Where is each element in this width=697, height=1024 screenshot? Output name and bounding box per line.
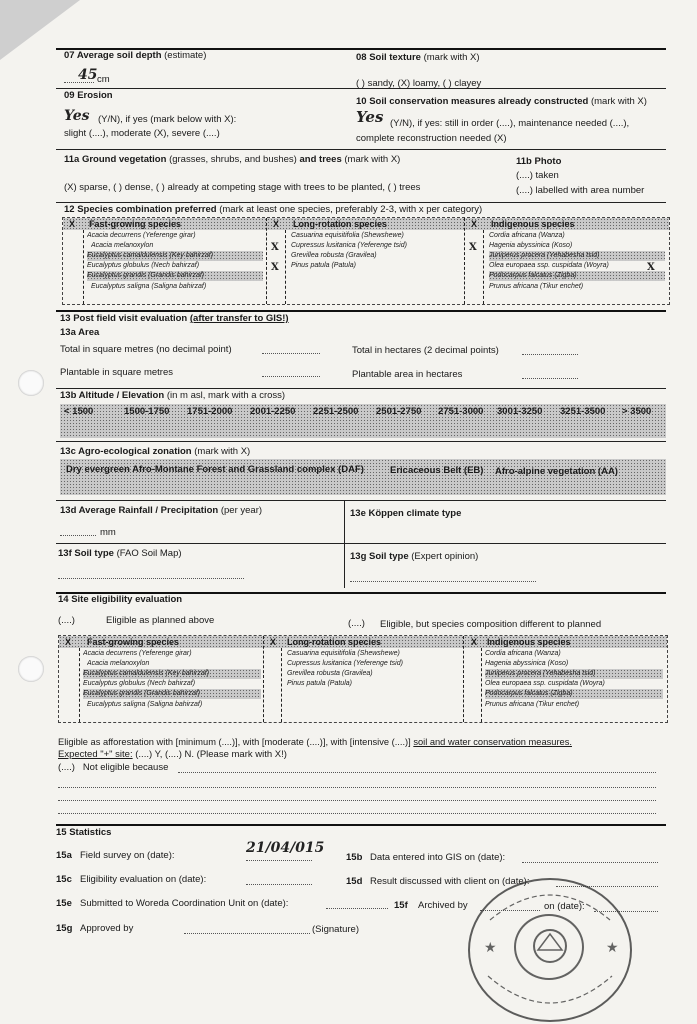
col-indig: Indigenous species bbox=[487, 637, 571, 647]
col-long: Long-rotation species bbox=[287, 637, 382, 647]
species-row[interactable]: Prunus africana (Tikur enchet) bbox=[489, 283, 584, 290]
s10-answer[interactable]: Yes bbox=[356, 108, 384, 126]
rule bbox=[56, 310, 666, 312]
s13a-total-sqm-field[interactable] bbox=[262, 353, 320, 354]
s15a-field[interactable] bbox=[246, 860, 312, 861]
species-row[interactable]: Podocarpus falcatus (Zigba) bbox=[489, 271, 665, 281]
s15g-field[interactable] bbox=[184, 933, 310, 934]
zonation-option[interactable]: Ericaceous Belt (EB) bbox=[390, 465, 484, 476]
divider bbox=[464, 218, 465, 304]
s08-options[interactable]: ( ) sandy, (X) loamy, ( ) clayey bbox=[356, 78, 482, 89]
s13c-heading: 13c Agro-ecological zonation (mark with X) bbox=[60, 446, 251, 457]
col-long: Long-rotation species bbox=[293, 219, 388, 229]
altitude-option[interactable]: > 3500 bbox=[622, 406, 652, 417]
species-row[interactable]: Eucalyptus saligna (Saligna bahirzaf) bbox=[87, 701, 203, 708]
divider bbox=[481, 648, 482, 722]
s15a-label: Field survey on (date): bbox=[80, 850, 175, 861]
s15a-num: 15a bbox=[56, 850, 72, 861]
species-mark[interactable]: X bbox=[271, 262, 279, 273]
s13d-heading: 13d Average Rainfall / Precipitation (per year) bbox=[60, 505, 263, 516]
s09-answer[interactable]: Yes bbox=[64, 108, 90, 124]
altitude-option[interactable]: 3251-3500 bbox=[560, 406, 606, 417]
s11a-options[interactable]: (X) sparse, ( ) dense, ( ) already at competing stage with trees to be planted, ( ) trees bbox=[64, 182, 421, 193]
s15d-num: 15d bbox=[346, 876, 363, 887]
species-row[interactable]: Acacia decurrens (Yeferenge girar) bbox=[87, 232, 196, 239]
s07-unit: cm bbox=[97, 74, 110, 85]
punch-hole-bottom bbox=[18, 656, 44, 682]
species-row[interactable]: Casuarina equisitifolia (Shewshewe) bbox=[291, 232, 404, 239]
s13f-heading: 13f Soil type (FAO Soil Map) bbox=[58, 548, 182, 559]
s14-reason-line[interactable] bbox=[178, 772, 656, 773]
s07-heading: 07 Average soil depth (estimate) bbox=[64, 50, 207, 61]
s08-heading: 08 Soil texture (mark with X) bbox=[356, 52, 480, 63]
s15f-num: 15f bbox=[394, 900, 408, 911]
rule bbox=[56, 149, 666, 150]
species-row[interactable]: Cupressus lusitanica (Yeferenge tsid) bbox=[291, 242, 407, 249]
species-row[interactable]: Acacia melanoxylon bbox=[87, 660, 150, 667]
divider bbox=[344, 500, 345, 588]
altitude-option[interactable]: 2001-2250 bbox=[250, 406, 296, 417]
s11a-heading: 11a Ground vegetation (grasses, shrubs, and bushes) and trees (mark with X) bbox=[64, 154, 401, 165]
zonation-option[interactable]: Afro-alpine vegetation (AA) bbox=[495, 466, 618, 477]
s09-line2[interactable]: slight (....), moderate (X), severe (....) bbox=[64, 128, 220, 139]
species-mark[interactable]: X bbox=[647, 262, 655, 273]
s15b-field[interactable] bbox=[522, 862, 658, 863]
s14-reason-line[interactable] bbox=[58, 800, 656, 801]
s13d-unit: mm bbox=[100, 527, 116, 538]
s13a-heading: 13a Area bbox=[60, 327, 100, 338]
s14-reason-line[interactable] bbox=[58, 787, 656, 788]
s13-heading: 13 Post field visit evaluation (after transfer to GIS!) bbox=[60, 313, 289, 324]
divider bbox=[83, 230, 84, 304]
zonation-option[interactable]: Dry evergreen Afro-Montane Forest and Grassland complex (DAF) bbox=[66, 464, 364, 475]
s15g-signature: (Signature) bbox=[312, 924, 359, 935]
species-row[interactable]: Pinus patula (Patula) bbox=[291, 262, 356, 269]
species-row[interactable]: Eucalyptus camaldulensis (Key bahirzaf) bbox=[87, 251, 263, 261]
species-row[interactable]: Juniperus procera (Yehabesha tsid) bbox=[489, 251, 665, 261]
species-row[interactable]: Eucalyptus grandis (Grandis bahirzaf) bbox=[83, 689, 261, 699]
species-row[interactable]: Grevillea robusta (Gravilea) bbox=[287, 670, 373, 677]
s13a-total-sqm: Total in square metres (no decimal point) bbox=[60, 344, 232, 355]
s09-line1: (Y/N), if yes (mark below with X): bbox=[98, 114, 237, 125]
species-row[interactable]: Hagenia abyssinica (Koso) bbox=[489, 242, 573, 249]
s14-species-table bbox=[58, 635, 668, 723]
species-row[interactable]: Cordia africana (Wanza) bbox=[489, 232, 565, 239]
s15c-num: 15c bbox=[56, 874, 72, 885]
s15e-label: Submitted to Woreda Coordination Unit on (date): bbox=[80, 898, 289, 909]
altitude-option[interactable]: 2501-2750 bbox=[376, 406, 422, 417]
s13f-field[interactable] bbox=[58, 578, 244, 579]
species-row[interactable]: Prunus africana (Tikur enchet) bbox=[485, 701, 580, 708]
col-indig: Indigenous species bbox=[491, 219, 575, 229]
s15f-date-label: on (date): bbox=[544, 901, 585, 912]
divider bbox=[483, 230, 484, 304]
s13d-field[interactable] bbox=[60, 535, 96, 536]
s14-afforestation[interactable]: Eligible as afforestation with [minimum (....)], with [moderate (....)], with [intensive (....)] soil and water conservation measures. bbox=[58, 737, 572, 747]
species-row[interactable]: Grevillea robusta (Gravilea) bbox=[291, 252, 377, 259]
species-mark[interactable]: X bbox=[271, 242, 279, 253]
species-row[interactable]: Eucalyptus grandis (Grandis bahirzaf) bbox=[87, 271, 263, 281]
s15g-label: Approved by bbox=[80, 923, 134, 934]
col-x: X bbox=[273, 219, 280, 229]
species-row[interactable]: Cordia africana (Wanza) bbox=[485, 650, 561, 657]
col-x: X bbox=[65, 637, 72, 647]
divider bbox=[285, 230, 286, 304]
s14-opt1: Eligible as planned above bbox=[106, 615, 215, 626]
stamp-emblem-icon bbox=[470, 880, 630, 1020]
species-row[interactable]: Casuarina equisitifolia (Shewshewe) bbox=[287, 650, 400, 657]
s15c-label: Eligibility evaluation on (date): bbox=[80, 874, 207, 885]
s13g-field[interactable] bbox=[350, 581, 536, 582]
s15e-num: 15e bbox=[56, 898, 72, 909]
rule bbox=[56, 824, 666, 826]
divider bbox=[79, 648, 80, 722]
s13b-heading: 13b Altitude / Elevation (in m asl, mark with a cross) bbox=[60, 390, 286, 401]
s11b-opt1[interactable]: (....) taken bbox=[516, 170, 559, 181]
species-row[interactable]: Cupressus lusitanica (Yeferenge tsid) bbox=[287, 660, 403, 667]
altitude-option[interactable]: < 1500 bbox=[64, 406, 94, 417]
s12-species-table bbox=[62, 217, 670, 305]
s15d-label: Result discussed with client on (date): bbox=[370, 876, 530, 887]
col-x: X bbox=[471, 637, 478, 647]
species-row[interactable]: Eucalyptus saligna (Saligna bahirzaf) bbox=[91, 283, 207, 290]
s14-reason-line[interactable] bbox=[58, 813, 656, 814]
office-stamp bbox=[468, 878, 632, 1022]
punch-hole-top bbox=[18, 370, 44, 396]
species-row[interactable]: Acacia decurrens (Yeferenge girar) bbox=[83, 650, 192, 657]
s14-opt2: Eligible, but species composition different to planned bbox=[380, 619, 602, 630]
svg-text:★: ★ bbox=[484, 939, 497, 955]
s12-heading: 12 Species combination preferred (mark at least one species, preferably 2-3, with x per category) bbox=[64, 204, 483, 215]
s13a-plant-sqm-field[interactable] bbox=[262, 376, 320, 377]
altitude-option[interactable]: 1500-1750 bbox=[124, 406, 170, 417]
species-mark[interactable]: X bbox=[469, 242, 477, 253]
species-row[interactable]: Hagenia abyssinica (Koso) bbox=[485, 660, 569, 667]
s14-opt1-mark[interactable]: (....) bbox=[58, 615, 75, 626]
s15e-field[interactable] bbox=[326, 908, 388, 909]
col-x: X bbox=[270, 637, 277, 647]
divider bbox=[281, 648, 282, 722]
s09-heading: 09 Erosion bbox=[64, 90, 113, 101]
rule bbox=[56, 202, 666, 203]
altitude-option[interactable]: 2251-2500 bbox=[313, 406, 359, 417]
species-row[interactable]: Podocarpus falcatus (Zigba) bbox=[485, 689, 663, 699]
s14-expected[interactable]: Expected "+" site: (....) Y, (....) N. (Please mark with X!) bbox=[58, 749, 287, 760]
s15b-num: 15b bbox=[346, 852, 363, 863]
rule bbox=[56, 88, 666, 89]
svg-text:★: ★ bbox=[606, 939, 619, 955]
s13a-total-ha-field[interactable] bbox=[522, 354, 578, 355]
rule bbox=[56, 500, 666, 501]
col-fast: Fast-growing species bbox=[87, 637, 180, 647]
s15a-value[interactable]: 21/04/015 bbox=[246, 840, 325, 856]
species-row[interactable]: Olea europaea ssp. cuspidata (Woyra) bbox=[489, 262, 609, 269]
s07-value[interactable]: 45 bbox=[78, 67, 98, 83]
rule bbox=[56, 543, 666, 544]
s15g-num: 15g bbox=[56, 923, 73, 934]
s14-heading: 14 Site eligibility evaluation bbox=[58, 594, 183, 605]
s13a-plant-ha-field[interactable] bbox=[522, 378, 578, 379]
s13g-heading: 13g Soil type (Expert opinion) bbox=[350, 551, 479, 562]
rule bbox=[56, 441, 666, 442]
divider bbox=[266, 218, 267, 304]
altitude-option[interactable]: 2751-3000 bbox=[438, 406, 484, 417]
s15f-label: Archived by bbox=[418, 900, 468, 911]
col-fast: Fast-growing species bbox=[89, 219, 182, 229]
s10-heading: 10 Soil conservation measures already constructed (mark with X) bbox=[356, 96, 647, 107]
s13a-total-ha: Total in hectares (2 decimal points) bbox=[352, 345, 499, 356]
species-row[interactable]: Eucalyptus globulus (Nech bahirzaf) bbox=[87, 262, 200, 269]
s10-line2[interactable]: complete reconstruction needed (X) bbox=[356, 133, 507, 144]
col-x: X bbox=[69, 219, 76, 229]
s11b-opt2[interactable]: (....) labelled with area number bbox=[516, 185, 645, 196]
s13a-plant-sqm: Plantable in square metres bbox=[60, 367, 174, 378]
species-row[interactable]: Acacia melanoxylon bbox=[91, 242, 154, 249]
species-row[interactable]: Pinus patula (Patula) bbox=[287, 680, 352, 687]
s15b-label: Data entered into GIS on (date): bbox=[370, 852, 506, 863]
s15-heading: 15 Statistics bbox=[56, 827, 112, 838]
species-row[interactable]: Olea europaea ssp. cuspidata (Woyra) bbox=[485, 680, 605, 687]
divider bbox=[463, 636, 464, 722]
s10-line1: (Y/N), if yes: still in order (....), maintenance needed (....), bbox=[390, 118, 630, 129]
s14-opt2-mark[interactable]: (....) bbox=[348, 618, 365, 629]
altitude-option[interactable]: 1751-2000 bbox=[187, 406, 233, 417]
species-row[interactable]: Eucalyptus camaldulensis (Key bahirzaf) bbox=[83, 669, 261, 679]
s15c-field[interactable] bbox=[246, 884, 312, 885]
s13a-plant-ha: Plantable area in hectares bbox=[352, 369, 463, 380]
species-row[interactable]: Juniperus procera (Yehabesha tsid) bbox=[485, 669, 663, 679]
s11b-heading: 11b Photo bbox=[516, 156, 562, 167]
s14-not-eligible[interactable]: (....) Not eligible because bbox=[58, 762, 169, 773]
altitude-option[interactable]: 3001-3250 bbox=[497, 406, 543, 417]
divider bbox=[263, 636, 264, 722]
s13e-heading: 13e Köppen climate type bbox=[350, 508, 462, 519]
rule bbox=[56, 388, 666, 389]
col-x: X bbox=[471, 219, 478, 229]
species-row[interactable]: Eucalyptus globulus (Nech bahirzaf) bbox=[83, 680, 196, 687]
